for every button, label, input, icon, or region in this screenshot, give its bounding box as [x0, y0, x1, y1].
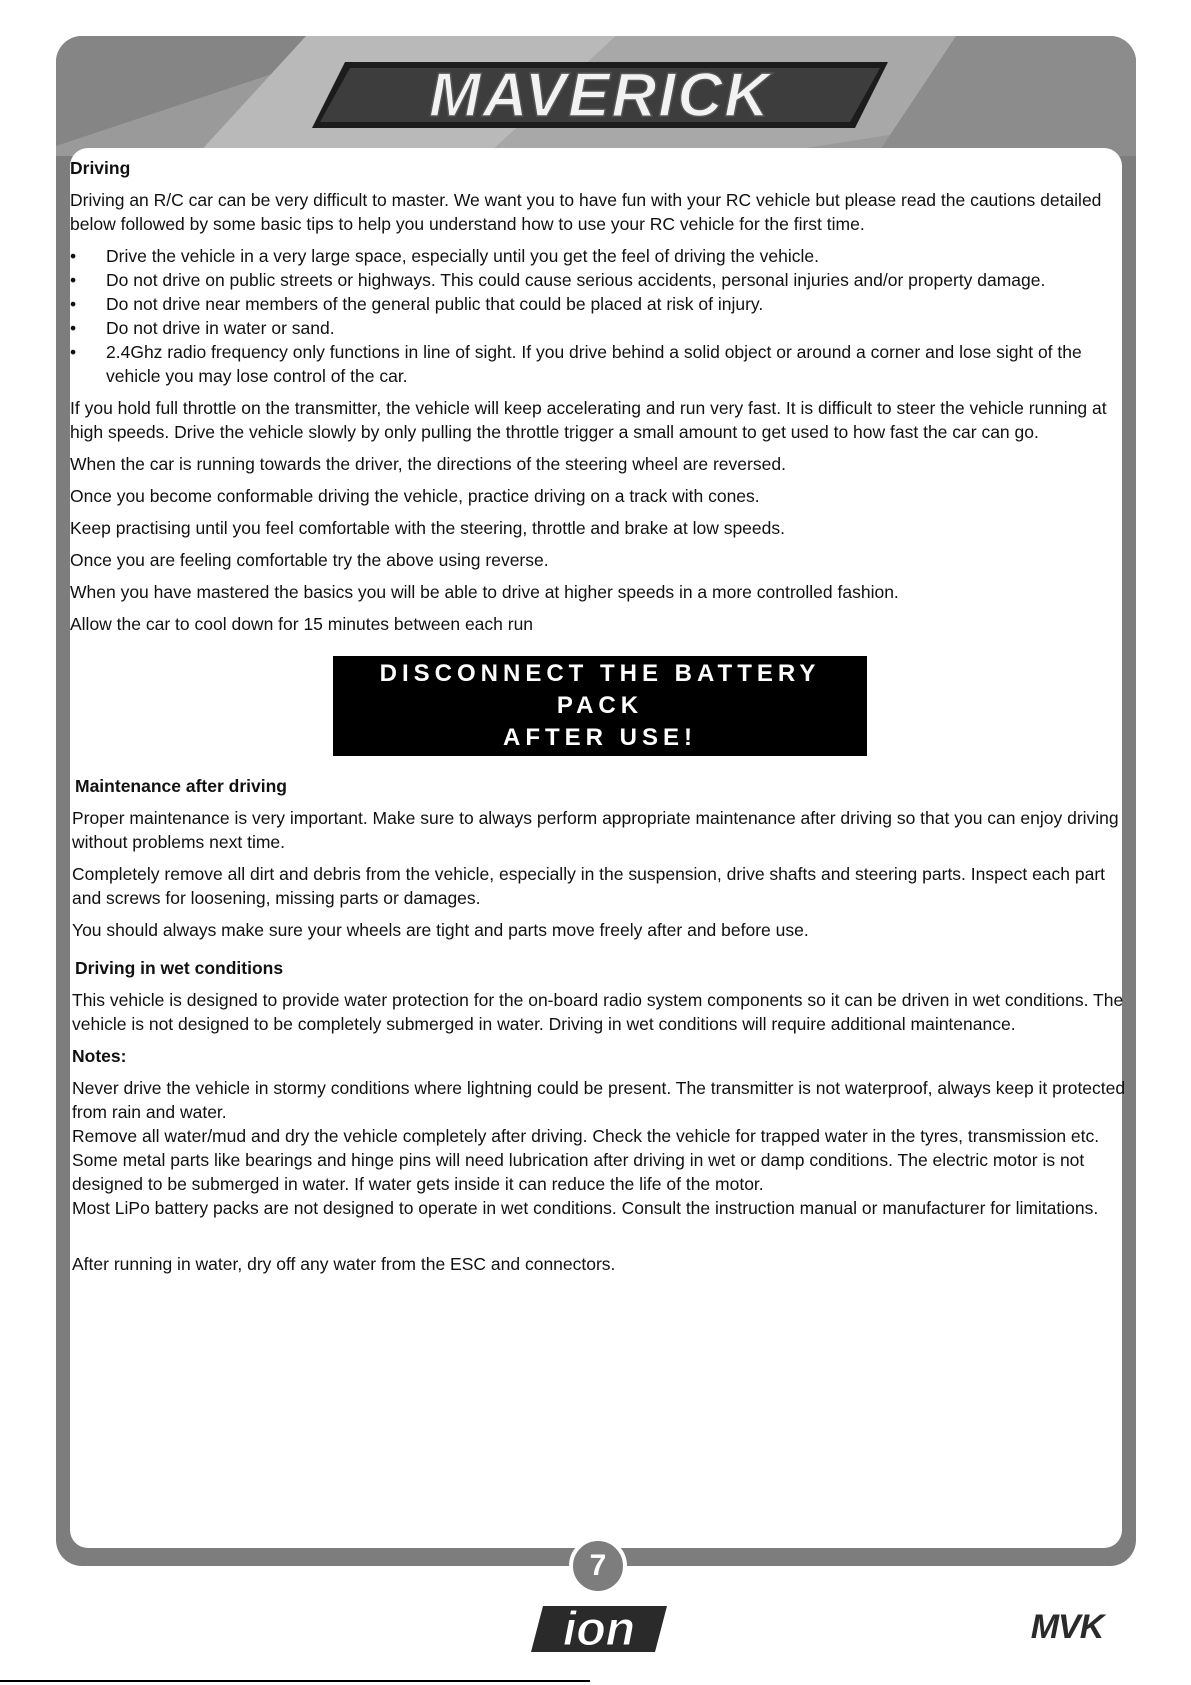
bottom-divider	[0, 1680, 590, 1682]
driving-paragraph: When you have mastered the basics you will be able to drive at higher speeds in a more controlled fashion.	[70, 582, 899, 602]
list-item: • 2.4Ghz radio frequency only functions in line of sight. If you drive behind a solid object or around a corner and lose sight of the vehicle you may lose control of the car.	[70, 342, 1082, 386]
wet-closing-note: After running in water, dry off any water from the ESC and connectors.	[72, 1254, 616, 1274]
bullet-icon: •	[70, 294, 77, 314]
driving-paragraph: Keep practising until you feel comfortable with the steering, throttle and brake at low speeds.	[70, 518, 785, 538]
note-item: Most LiPo battery packs are not designed to operate in wet conditions. Consult the instruction manual or manufacturer for limitations.	[72, 1198, 1099, 1218]
notes-list	[70, 1076, 1130, 1220]
wet-conditions-intro: This vehicle is designed to provide water protection for the on-board radio system components so it can be driven in wet conditions. The vehicle is not designed to be completely submerged in water. Driving in wet conditions will require additional maintenance.	[72, 990, 1124, 1034]
maintenance-heading: Maintenance after driving	[75, 776, 287, 796]
list-item: • Do not drive in water or sand.	[70, 318, 335, 338]
mvk-logo-icon	[1002, 1604, 1132, 1649]
note-item: Remove all water/mud and dry the vehicle completely after driving. Check the vehicle for trapped water in the tyres, transmission etc. Some metal parts like bearings and hinge pins will need lubrication after driving in wet or damp conditions. The electric motor is not designed to be submerged in water. If water gets inside it can reduce the life of the motor.	[72, 1126, 1100, 1194]
ion-logo-text: ion	[563, 1603, 635, 1656]
ion-logo-icon	[521, 1600, 671, 1661]
bullet-icon: •	[70, 342, 77, 362]
driving-intro: Driving an R/C car can be very difficult to master. We want you to have fun with your RC vehicle but please read the cautions detailed below followed by some basic tips to help you understand how to use your RC vehicle for the first time.	[70, 190, 1102, 234]
mvk-logo-text: MVK	[1030, 1608, 1104, 1644]
warning-line-1: DISCONNECT THE BATTERY PACK	[379, 660, 821, 719]
bullet-icon: •	[70, 270, 77, 290]
page-number: 7	[569, 1537, 627, 1595]
maverick-logo-text: MAVERICK	[428, 61, 772, 130]
note-item: Never drive the vehicle in stormy conditions where lightning could be present. The transmitter is not waterproof, always keep it protected from rain and water.	[72, 1078, 1126, 1122]
driving-paragraph: Allow the car to cool down for 15 minutes between each run	[70, 614, 534, 634]
driving-heading: Driving	[70, 158, 131, 178]
driving-paragraph: Once you are feeling comfortable try the above using reverse.	[70, 550, 549, 570]
page-content	[70, 156, 1130, 1284]
driving-cautions-list	[70, 244, 1130, 388]
maintenance-paragraph: Completely remove all dirt and debris from the vehicle, especially in the suspension, drive shafts and steering parts. Inspect each part and screws for loosening, missing parts or damages.	[72, 864, 1106, 908]
maverick-logo-icon	[300, 56, 900, 137]
wet-conditions-heading: Driving in wet conditions	[75, 958, 284, 978]
driving-paragraph: If you hold full throttle on the transmitter, the vehicle will keep accelerating and run very fast. It is difficult to steer the vehicle running at high speeds. Drive the vehicle slowly by only pulling the throttle trigger a small amount to get used to how fast the car can go.	[70, 398, 1107, 442]
list-item: • Drive the vehicle in a very large space, especially until you get the feel of driving the vehicle.	[70, 246, 820, 266]
list-item: • Do not drive on public streets or highways. This could cause serious accidents, personal injuries and/or property damage.	[70, 270, 1046, 290]
list-item: • Do not drive near members of the general public that could be placed at risk of injury.	[70, 294, 764, 314]
battery-warning-banner	[333, 656, 867, 756]
warning-banner-wrap	[70, 656, 1130, 756]
warning-line-2: AFTER USE!	[503, 724, 697, 751]
maintenance-paragraph: Proper maintenance is very important. Make sure to always perform appropriate maintenance after driving so that you can enjoy driving without problems next time.	[72, 808, 1119, 852]
driving-paragraph: When the car is running towards the driver, the directions of the steering wheel are reversed.	[70, 454, 786, 474]
maintenance-paragraph: You should always make sure your wheels are tight and parts move freely after and before use.	[72, 920, 809, 940]
notes-heading: Notes:	[72, 1046, 127, 1066]
driving-paragraph: Once you become conformable driving the vehicle, practice driving on a track with cones.	[70, 486, 760, 506]
bullet-icon: •	[70, 246, 77, 266]
bullet-icon: •	[70, 318, 77, 338]
